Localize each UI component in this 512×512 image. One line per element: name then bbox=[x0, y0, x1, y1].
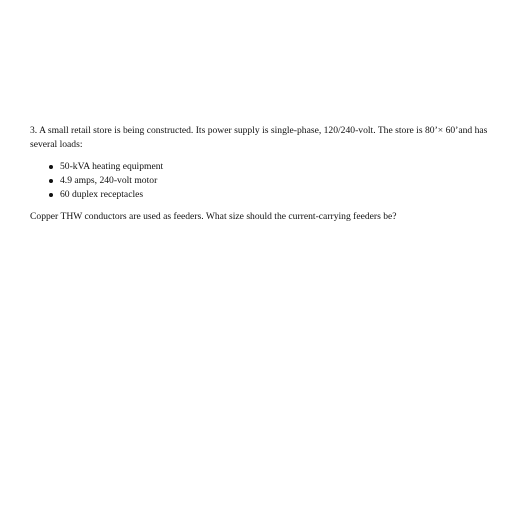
bullet-icon bbox=[49, 179, 53, 183]
loads-list bbox=[30, 160, 500, 202]
question-text: Copper THW conductors are used as feeders. What size should the current-carrying feeders be? bbox=[30, 211, 397, 222]
list-item bbox=[30, 160, 500, 174]
load-label: 60 duplex receptacles bbox=[60, 189, 144, 200]
list-item bbox=[30, 174, 500, 188]
bullet-icon bbox=[49, 165, 53, 169]
bullet-icon bbox=[49, 193, 53, 197]
list-item bbox=[30, 188, 500, 202]
load-label: 50-kVA heating equipment bbox=[60, 161, 164, 172]
problem-statement: 3. A small retail store is being constructed. Its power supply is single-phase, 120/240-volt. The store is 80’× 60’and has several loads: bbox=[30, 125, 488, 150]
document-body bbox=[30, 124, 500, 224]
load-label: 4.9 amps, 240-volt motor bbox=[60, 175, 158, 186]
